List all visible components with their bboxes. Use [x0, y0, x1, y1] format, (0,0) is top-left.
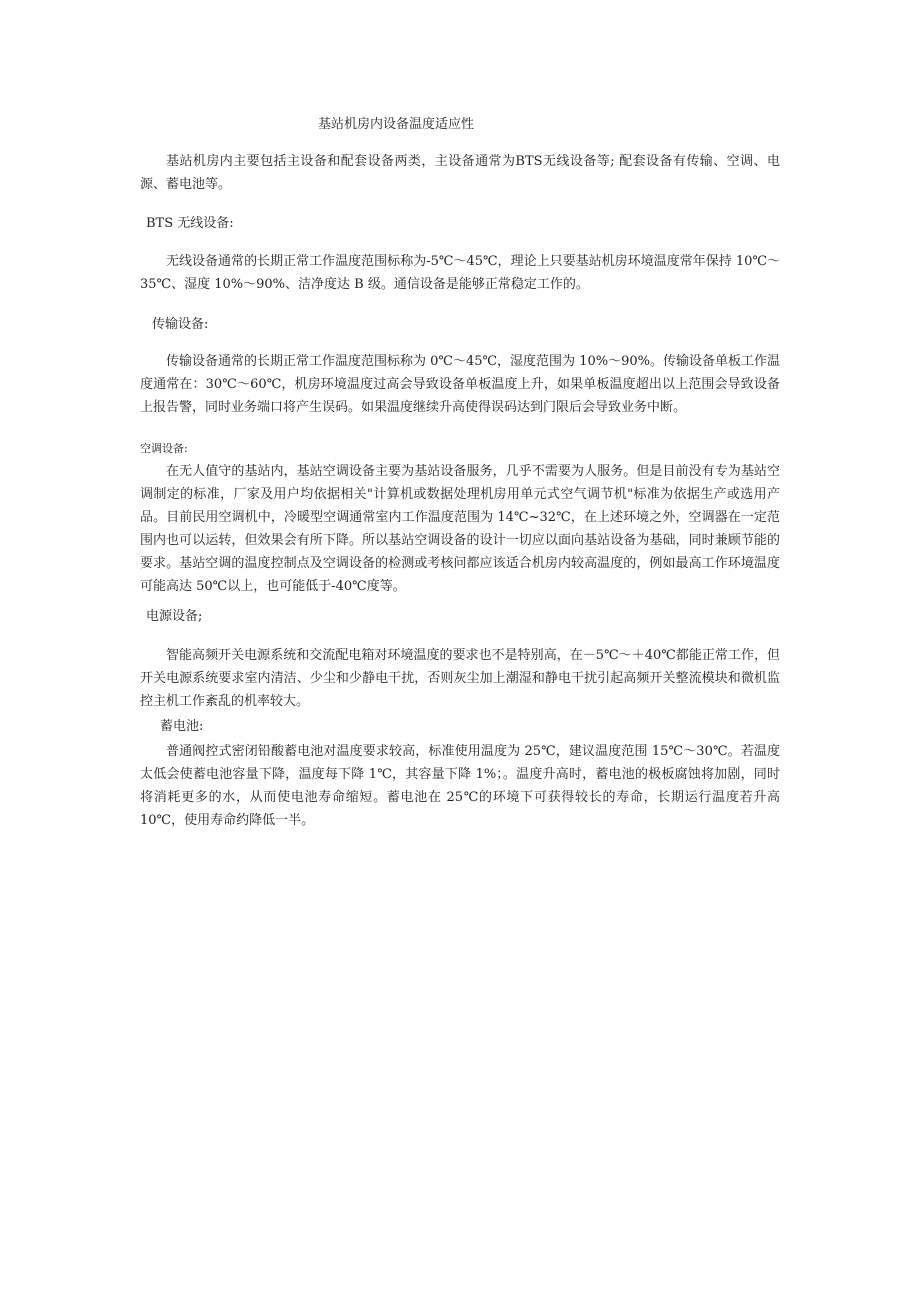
section-heading-power: 电源设备; — [146, 609, 203, 624]
section-body-battery: 普通阀控式密闭铅酸蓄电池对温度要求较高，标准使用温度为 25℃，建议温度范围 15℃～30℃。若温度太低会使蓄电池容量下降，温度每下降 1℃，其容量下降 1%；。温度升高时，蓄电池的极板腐蚀将加剧，同时将消耗更多的水，从而使电池寿命缩短。蓄电池在 25℃的环境下可获得较长的寿命，长期运行温度若升高 10℃，使用寿命约降低一半。 — [140, 744, 780, 828]
section-heading-bts: BTS 无线设备: — [146, 216, 234, 231]
document-title: 基站机房内设备温度适应性 — [318, 117, 475, 132]
section-body-power: 智能高频开关电源系统和交流配电箱对环境温度的要求也不是特别高，在－5℃～＋40℃都能正常工作，但开关电源系统要求室内清洁、少尘和少静电干扰，否则灰尘加上潮湿和静电干扰引起高频开关整流模块和微机监控主机工作紊乱的机率较大。 — [140, 648, 780, 709]
section-heading-transmission: 传输设备: — [152, 317, 209, 332]
section-body-transmission: 传输设备通常的长期正常工作温度范围标称为 0℃～45℃，湿度范围为 10%～90%。传输设备单板工作温度通常在：30℃～60℃，机房环境温度过高会导致设备单板温度上升，如果单板温度超出以上范围会导致设备上报告警，同时业务端口将产生误码。如果温度继续升高使得误码达到门限后会导致业务中断。 — [140, 354, 780, 415]
section-body-aircon: 在无人值守的基站内，基站空调设备主要为基站设备服务，几乎不需要为人服务。但是目前没有专为基站空调制定的标准，厂家及用户均依据相关"计算机或数据处理机房用单元式空气调节机"标准为依据生产或选用产品。目前民用空调机中，冷暖型空调通常室内工作温度范围为 14℃~32℃，在上述环境之外，空调器在一定范围内也可以运转，但效果会有所下降。所以基站空调设备的设计一切应以面向基站设备为基础，同时兼顾节能的要求。基站空调的温度控制点及空调设备的检测或考核问都应该适合机房内较高温度的，例如最高工作环境温度可能高达 50℃以上，也可能低于-40℃度等。 — [140, 464, 780, 594]
intro-paragraph: 基站机房内主要包括主设备和配套设备两类，主设备通常为BTS无线设备等; 配套设备有传输、空调、电源、蓄电池等。 — [140, 154, 780, 192]
section-heading-battery: 蓄电池: — [160, 719, 204, 734]
section-heading-aircon: 空调设备: — [140, 442, 188, 455]
section-body-bts: 无线设备通常的长期正常工作温度范围标称为-5℃～45℃，理论上只要基站机房环境温度常年保持 10℃～35℃、湿度 10%～90%、洁净度达 B 级。通信设备是能够正常稳定工作的。 — [140, 254, 780, 292]
